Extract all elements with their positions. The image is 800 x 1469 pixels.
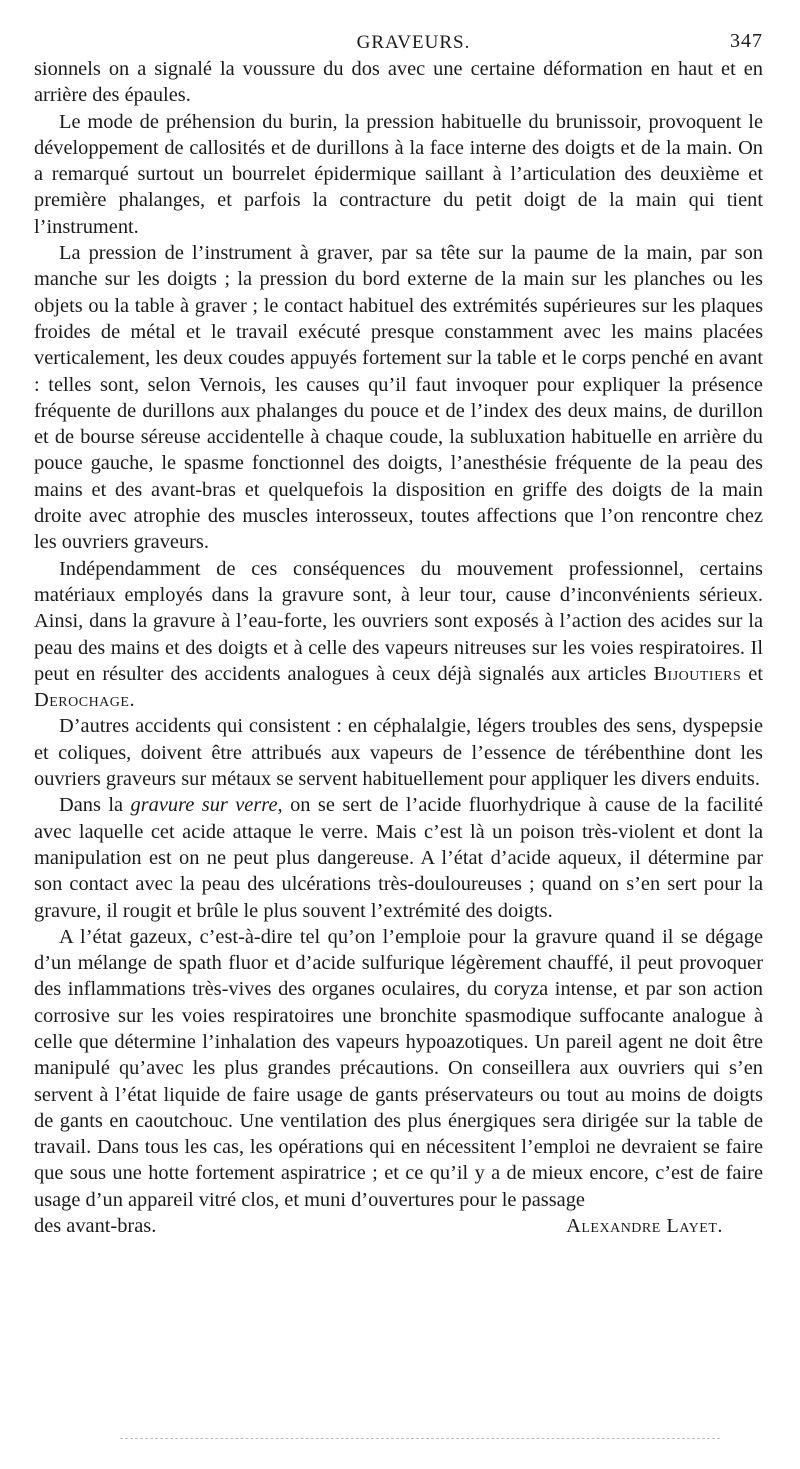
paragraph-1: sionnels on a signalé la voussure du dos avec une certaine déformation en haut et en arrière des épaules.: [34, 58, 763, 107]
running-title: GRAVEURS.: [356, 32, 471, 53]
paragraph-4-joiner: et: [741, 662, 763, 685]
author-signature: Alexandre Layet.: [566, 1215, 723, 1238]
closing-line: [34, 1213, 763, 1239]
page-number: 347: [730, 30, 763, 52]
footer-dotted-rule: [120, 1438, 720, 1439]
paragraph-6-lead: Dans la: [59, 794, 131, 817]
paragraph-2: Le mode de préhension du burin, la pression habituelle du brunissoir, provoquent le développement de callosités et de durillons à la face interne des doigts et de la main. On a remarqué surtout un bourrelet épidermique saillant à l’articulation des deuxième et première phalanges, et parfois la contracture du petit doigt de la main qui tient l’instrument.: [34, 110, 763, 238]
paragraph-5: D’autres accidents qui consistent : en céphalalgie, légers troubles des sens, dyspepsie et coliques, doivent être attribués aux vapeurs de l’essence de térébenthine dont les ouvriers graveurs sur métaux se servent habituellement pour appliquer les divers enduits.: [34, 715, 763, 791]
paragraph-4: [34, 556, 763, 714]
article-body: [34, 56, 763, 1239]
paragraph-4-end: .: [129, 689, 135, 712]
paragraph-7-last-line: des avant-bras.: [34, 1215, 157, 1238]
cross-reference-derochage: Derochage: [34, 689, 130, 712]
paragraph-6: [34, 792, 763, 923]
paragraph-6-text: , on se sert de l’acide fluorhydrique à cause de la facilité avec laquelle cet acide attaque le verre. Mais c’est là un poison très-violent et dont la manipulation est on ne peut plus dangereuse. A l’état d’acide aqueux, il détermine par son contact avec la peau des ulcérations très-douloureuses ; quand on s’en sert pour la gravure, il rougit et brûle le plus souvent l’extrémité des doigts.: [34, 794, 764, 922]
paragraph-4-text: Indépendamment de ces conséquences du mouvement professionnel, certains matériaux employés dans la gravure sont, à leur tour, cause d’inconvénients sérieux. Ainsi, dans la gravure à l’eau-forte, les ouvriers sont exposés à l’action des acides sur la peau des mains et des doigts et à celle des vapeurs nitreuses sur les voies respiratoires. Il peut en résulter des accidents analogues à ceux déjà signalés aux articles: [34, 557, 763, 685]
paragraph-6-italic-term: gravure sur verre: [130, 794, 278, 817]
paragraph-7: A l’état gazeux, c’est-à-dire tel qu’on l’emploie pour la gravure quand il se dégage d’un mélange de spath fluor et d’acide sulfurique légèrement chauffé, il peut provoquer des inflammations très-vives des organes oculaires, du coryza intense, et par son action corrosive sur les voies respiratoires une bronchite spasmodique suffocante analogue à celle que détermine l’inhalation des vapeurs hypoazotiques. Un pareil agent ne doit être manipulé qu’avec les plus grandes précautions. On conseillera aux ouvriers qui s’en servent à l’état liquide de faire usage de gants préservateurs ou tout au moins de doigts de gants en caoutchouc. Une ventilation des plus énergiques sera dirigée sur la table de travail. Dans tous les cas, les opérations qui en nécessitent l’emploi ne devraient se faire que sous une hotte fortement aspiratrice ; et ce qu’il y a de mieux encore, c’est de faire usage d’un appareil vitré clos, et muni d’ouvertures pour le passage: [34, 925, 763, 1211]
paragraph-3: La pression de l’instrument à graver, par sa tête sur la paume de la main, par son manche sur les doigts ; la pression du bord externe de la main sur les planches ou les objets ou la table à graver ; le contact habituel des extrémités supérieures sur les plaques froides de métal et le travail exécuté presque constamment avec les mains placées verticalement, les deux coudes appuyés fortement sur la table et le corps penché en avant : telles sont, selon Vernois, les causes qu’il faut invoquer pour expliquer la présence fréquente de durillons aux phalanges du pouce et de l’index des deux mains, de durillon et de bourse séreuse accidentelle à chaque coude, la subluxation habituelle en arrière du pouce gauche, le spasme fonctionnel des doigts, l’anesthésie fréquente de la peau des mains et des avant-bras et quelquefois la disposition en griffe des doigts de la main droite avec atrophie des muscles interosseux, toutes affections que l’on rencontre chez les ouvriers graveurs.: [34, 242, 763, 554]
running-header: [34, 28, 763, 56]
cross-reference-bijoutiers: Bijoutiers: [653, 662, 742, 685]
